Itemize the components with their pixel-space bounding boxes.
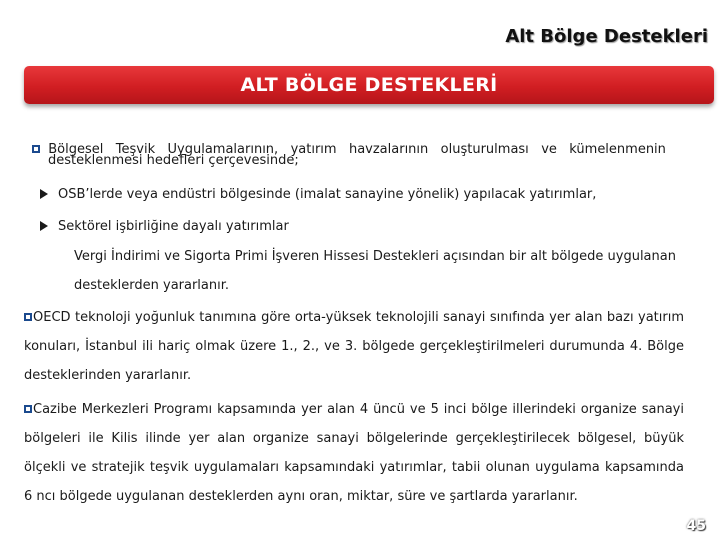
sub-bullet-2-text: Sektörel işbirliğine dayalı yatırımlar [58,219,289,234]
sub-bullet-1 [40,186,596,203]
corner-title: Alt Bölge Destekleri [505,26,708,47]
banner-title: ALT BÖLGE DESTEKLERİ [240,74,498,96]
square-bullet-icon [24,313,32,321]
square-bullet-icon [24,405,32,413]
intro-line-2: desteklenmesi hedefleri çerçevesinde; [48,153,299,168]
sub-text-line-2: desteklerden yararlanır. [74,278,230,293]
cazibe-paragraph-text: Cazibe Merkezleri Programı kapsamında yer alan 4 üncü ve 5 inci bölge illerindeki organize sanayi bölgeleri ile Kilis ilinde yer alan organize sanayi bölgelerinde gerçekleştirilecek bölgesel, büyük ölçekli ve stratejik teşvik uygulamaları kapsamındaki yatırımlar, tabii olunan uygulama kapsamında 6 ncı bölgede uygulanan desteklerden aynı oran, miktar, süre ve şartlarda yararlanır. [24,402,684,504]
page-number: 45 [686,518,706,534]
cazibe-paragraph [24,395,684,511]
arrow-bullet-icon [40,189,48,199]
intro-line-1: Bölgesel Teşvik Uygulamalarının, yatırım havzalarının oluşturulması ve kümelenmenin [48,142,666,157]
oecd-paragraph [24,303,684,390]
sub-bullet-1-text: OSB’lerde veya endüstri bölgesinde (imalat sanayine yönelik) yapılacak yatırımlar, [58,187,597,202]
sub-bullet-2 [40,218,289,235]
slide-title-banner [24,66,714,104]
arrow-bullet-icon [40,221,48,231]
oecd-paragraph-text: OECD teknoloji yoğunluk tanımına göre orta-yüksek teknolojili sanayi sınıfında yer alan bazı yatırım konuları, İstanbul ili hariç olmak üzere 1., 2., ve 3. bölgede gerçekleştirilmeleri durumunda 4. Bölge desteklerinden yararlanır. [24,310,684,383]
sub-text-line-1: Vergi İndirimi ve Sigorta Primi İşveren Hissesi Destekleri açısından bir alt bölgede uygulanan [74,249,676,264]
square-bullet-icon [32,145,40,153]
